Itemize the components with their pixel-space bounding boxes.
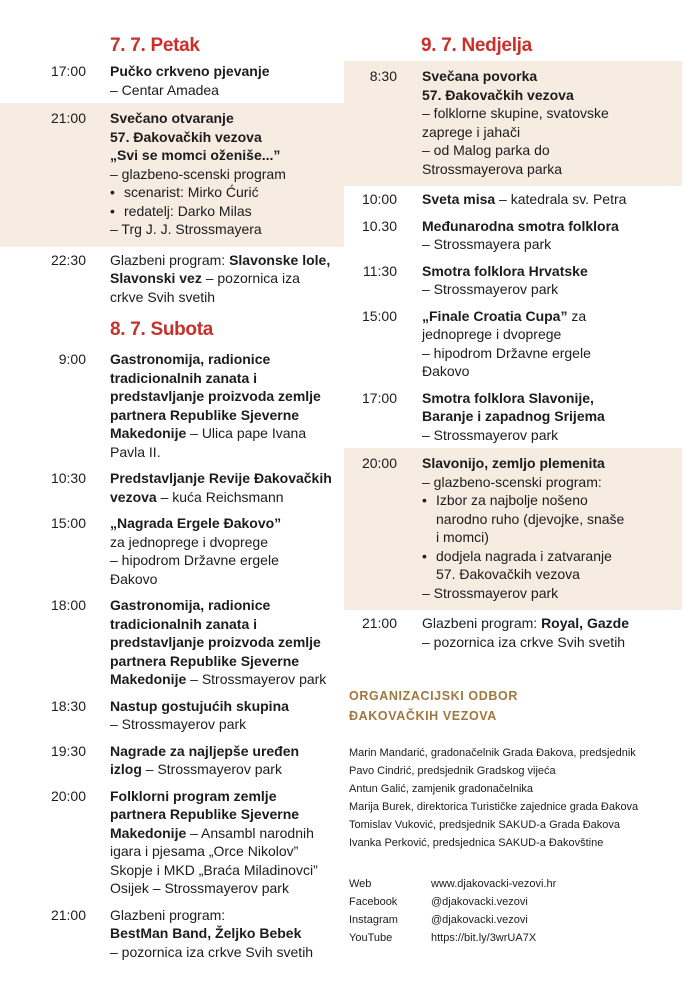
event-time: 20:00 (361, 455, 397, 471)
event-line (110, 697, 344, 716)
event-line (422, 633, 682, 652)
event-title: Gastronomija, radionice (110, 351, 271, 367)
event-text: Osijek – Strossmayerov park (110, 880, 289, 896)
event-row (0, 247, 344, 311)
event-title: 57. Đakovačkih vezova (110, 128, 262, 145)
event-title: partnera Republike Sjeverne (110, 652, 300, 669)
event-line (422, 565, 682, 584)
committee-member: Antun Galić, zamjenik gradonačelnika (349, 783, 534, 795)
event-description (86, 906, 344, 962)
event-text: – Strossmayerov park (110, 716, 247, 732)
event-line (422, 614, 682, 633)
event-time: 18:30 (50, 697, 86, 714)
event-text: – pozornica iza crkve Svih svetih (422, 633, 626, 650)
event-line (110, 183, 344, 202)
event-line (110, 879, 344, 898)
event-title: „Nagrada Ergele Đakovo” (110, 515, 282, 531)
event-line (110, 805, 344, 824)
sunday-events (344, 61, 682, 655)
event-title: Slavonski vez (110, 270, 202, 286)
event-line (110, 787, 344, 806)
event-text: – Ulica pape Ivana (186, 425, 307, 441)
event-title: Makedonije (110, 824, 187, 841)
event-time: 8:30 (369, 68, 397, 84)
committee-section (349, 686, 689, 852)
bullet-text: dodjela nagrada i zatvaranje (436, 547, 612, 564)
event-description (86, 251, 344, 307)
event-title: Slavonijo, zemljo plemenita (422, 455, 605, 471)
contacts-section (349, 875, 689, 947)
event-row (344, 61, 682, 186)
event-line (422, 262, 682, 281)
event-title: BestMan Band, Željko Bebek (110, 925, 302, 941)
event-title: Baranje i zapadnog Srijema (422, 408, 605, 424)
event-line (110, 165, 344, 184)
event-line (422, 454, 682, 473)
event-line (110, 824, 344, 843)
event-line (422, 325, 682, 344)
event-row (0, 103, 344, 247)
event-line (422, 344, 682, 363)
bullet-text: scenarist: Mirko Ćurić (124, 184, 259, 200)
event-title: 57. Đakovačkih vezova (422, 86, 574, 103)
event-description (86, 742, 344, 779)
event-title: tradicionalnih zanata i (110, 369, 258, 386)
event-description (86, 514, 344, 588)
event-description (397, 454, 682, 602)
event-description (397, 262, 682, 299)
event-row (0, 510, 344, 592)
event-line (110, 128, 344, 147)
event-row (0, 465, 344, 510)
event-line (422, 426, 682, 445)
event-title: tradicionalnih zanata i (110, 615, 258, 632)
committee-member: Tomislav Vuković, predsjednik SAKUD-a Grada Đakova (349, 819, 621, 831)
event-text: – hipodrom Državne ergele (422, 344, 591, 361)
event-text: Đakovo (110, 570, 158, 587)
event-time: 11:30 (363, 262, 397, 279)
committee-members (349, 744, 689, 852)
event-text: jednoprege i dvoprege (422, 326, 562, 342)
event-line (422, 362, 682, 381)
event-title: predstavljanje proizvoda zemlje (110, 388, 321, 404)
event-text: – Strossmayera park (422, 236, 552, 252)
event-line (110, 924, 344, 943)
event-description (86, 469, 344, 506)
event-line (110, 469, 344, 488)
event-line (110, 861, 344, 880)
event-text: – hipodrom Državne ergele (110, 552, 279, 568)
event-text: – Ansambl narodnih (186, 824, 314, 841)
bullet-text: redatelj: Darko Milas (124, 202, 252, 219)
event-text: Glazbeni program: (110, 251, 230, 268)
event-time: 15:00 (50, 515, 86, 531)
event-time: 17:00 (361, 389, 397, 406)
event-line (110, 943, 344, 962)
event-time: 18:00 (50, 597, 86, 613)
event-text: – Strossmayerov park (422, 426, 559, 443)
day-title: 9. 7. Nedjelja (421, 35, 532, 56)
event-text: – katedrala sv. Petra (495, 191, 627, 207)
event-line (110, 570, 344, 589)
event-line (422, 104, 682, 123)
event-title: Nagrade za najljepše uređen (110, 742, 300, 759)
event-time: 20:00 (50, 787, 86, 804)
event-text: crkve Svih svetih (110, 288, 216, 305)
bullet-icon (422, 565, 436, 584)
event-row (344, 213, 682, 258)
event-row (0, 346, 344, 465)
event-line (422, 528, 682, 547)
event-line (110, 715, 344, 734)
event-description (86, 62, 344, 99)
event-line (110, 288, 344, 307)
event-line (110, 109, 344, 128)
event-title: Gastronomija, radionice (110, 597, 271, 613)
bullet-icon: • (110, 184, 115, 200)
bullet-text: Izbor za najbolje nošeno (436, 492, 588, 508)
sunday-section (344, 35, 682, 655)
event-row (344, 186, 682, 213)
event-line (110, 269, 344, 288)
event-line (110, 615, 344, 634)
committee-member: Pavo Cindrić, predsjednik Gradskog vijeća (349, 765, 556, 777)
event-text: za jednoprege i dvoprege (110, 533, 269, 550)
contact-link[interactable]: @djakovacki.vezovi (431, 914, 528, 926)
event-line (422, 491, 682, 510)
event-text: – Strossmayerov park (141, 761, 282, 777)
event-line (422, 407, 682, 426)
event-row (0, 58, 344, 103)
event-title: Predstavljanje Revije Đakovačkih (110, 470, 332, 486)
event-title: Smotra folklora Slavonije, (422, 389, 594, 406)
event-line (110, 742, 344, 761)
event-title: Svečano otvaranje (110, 110, 234, 126)
event-time: 22:30 (50, 251, 86, 268)
event-row (0, 783, 344, 902)
event-text: – pozornica iza (201, 270, 300, 286)
bullet-icon: • (422, 492, 427, 508)
event-line (422, 584, 682, 603)
event-text: igara i pjesama „Orce Nikolov” (110, 843, 299, 859)
event-text: – Strossmayerov park (422, 281, 559, 297)
event-line (110, 533, 344, 552)
event-description (397, 389, 682, 445)
event-line (110, 670, 344, 689)
event-time: 10:00 (361, 191, 397, 207)
event-line (110, 220, 344, 239)
event-title: predstavljanje proizvoda zemlje (110, 634, 321, 650)
event-title: izlog (110, 761, 142, 777)
event-title: Smotra folklora Hrvatske (422, 262, 588, 279)
event-line (110, 202, 344, 221)
event-title: Slavonske lole, (229, 251, 331, 268)
event-time: 15:00 (361, 307, 397, 324)
contact-link[interactable]: @djakovacki.vezovi (431, 896, 528, 908)
event-row (344, 385, 682, 449)
friday-section (0, 35, 344, 310)
event-title: Pučko crkveno pjevanje (110, 63, 270, 79)
committee-title: ORGANIZACIJSKI ODBOR (349, 689, 518, 703)
event-text: zaprege i jahači (422, 123, 521, 140)
bullet-icon: • (110, 202, 115, 219)
event-description (86, 596, 344, 689)
event-title: Makedonije (110, 425, 187, 441)
event-line (422, 217, 682, 236)
event-line (110, 514, 344, 533)
event-time: 21:00 (361, 615, 397, 631)
event-text: – od Malog parka do (422, 142, 550, 158)
event-description (86, 697, 344, 734)
committee-member: Ivanka Perković, predsjednica SAKUD-a Đakovštine (349, 837, 604, 849)
event-line (110, 551, 344, 570)
bullet-text: 57. Đakovačkih vezova (436, 566, 580, 582)
event-description (397, 67, 682, 178)
event-line (110, 81, 344, 100)
event-line (422, 123, 682, 142)
event-line (110, 596, 344, 615)
event-text: – Centar Amadea (110, 81, 219, 98)
event-line (110, 633, 344, 652)
contact-row (349, 911, 689, 929)
event-line (110, 760, 344, 779)
bullet-text: narodno ruho (djevojke, snaše (436, 510, 625, 527)
event-line (110, 406, 344, 425)
event-description (86, 787, 344, 898)
event-text: Strossmayerova parka (422, 160, 563, 177)
event-row (344, 610, 682, 655)
event-text: – Trg J. J. Strossmayera (110, 221, 262, 237)
event-title: Royal, Gazde (541, 615, 629, 631)
contact-row (349, 929, 689, 947)
bullet-icon (422, 528, 436, 547)
event-line (110, 906, 344, 925)
event-title: „Svi se momci oženiše...” (110, 147, 281, 163)
day-title: 8. 7. Subota (110, 319, 214, 340)
event-line (110, 424, 344, 443)
event-line (110, 443, 344, 462)
event-text: za (567, 307, 587, 324)
event-description (86, 109, 344, 239)
contact-label: Facebook (349, 896, 398, 908)
event-title: Makedonije (110, 671, 187, 687)
contact-label: YouTube (349, 932, 393, 944)
event-line (422, 160, 682, 179)
event-time: 19:30 (50, 742, 86, 759)
event-line (422, 190, 682, 209)
event-time: 17:00 (50, 63, 86, 79)
event-text: Skopje i MKD „Braća Miladinovci” (110, 861, 318, 878)
event-time: 21:00 (50, 110, 86, 126)
event-title: Nastup gostujućih skupina (110, 697, 289, 714)
event-row (0, 738, 344, 783)
event-line (422, 86, 682, 105)
event-description (397, 217, 682, 254)
event-line (422, 67, 682, 86)
contact-row (349, 875, 689, 893)
event-line (422, 389, 682, 408)
saturday-section (0, 319, 344, 965)
event-text: – glazbeno-scenski program (110, 165, 286, 182)
event-time: 10:30 (50, 470, 86, 486)
event-line (110, 146, 344, 165)
event-row (0, 902, 344, 966)
event-title: Sveta misa (422, 191, 496, 207)
bullet-text: i momci) (436, 529, 489, 545)
event-title: partnera Republike Sjeverne (110, 406, 300, 423)
event-time: 10.30 (361, 217, 397, 234)
event-line (422, 547, 682, 566)
event-line (422, 473, 682, 492)
event-text: – kuća Reichsmann (156, 488, 284, 505)
event-line (110, 488, 344, 507)
event-row (344, 448, 682, 610)
bullet-icon: • (422, 547, 427, 564)
event-row (344, 258, 682, 303)
event-description (86, 350, 344, 461)
contact-row (349, 893, 689, 911)
event-text: Đakovo (422, 363, 470, 379)
event-line (110, 842, 344, 861)
event-title: Folklorni program zemlje (110, 787, 277, 804)
event-text: Glazbeni program: (422, 615, 542, 631)
event-title: vezova (110, 488, 157, 505)
event-description (397, 307, 682, 381)
event-time: 21:00 (50, 906, 86, 923)
day-title: 7. 7. Petak (110, 35, 200, 56)
event-title: „Finale Croatia Cupa” (422, 307, 568, 324)
committee-title: ĐAKOVAČKIH VEZOVA (349, 709, 497, 723)
event-text: Glazbeni program: (110, 906, 226, 923)
friday-events (0, 58, 344, 310)
event-line (110, 62, 344, 81)
event-text: – pozornica iza crkve Svih svetih (110, 943, 314, 960)
event-row (0, 693, 344, 738)
event-line (110, 652, 344, 671)
event-line (422, 307, 682, 326)
event-text: Pavla II. (110, 443, 161, 460)
event-title: Međunarodna smotra folklora (422, 217, 619, 234)
event-description (397, 614, 682, 651)
event-row (344, 303, 682, 385)
contact-label: Web (349, 878, 372, 890)
event-text: – folklorne skupine, svatovske (422, 105, 609, 121)
event-title: Svečana povorka (422, 68, 538, 84)
event-text: – Strossmayerov park (186, 671, 327, 687)
bullet-icon (422, 510, 436, 529)
saturday-events (0, 346, 344, 965)
contact-link[interactable]: www.djakovacki-vezovi.hr (431, 878, 557, 890)
event-line (422, 141, 682, 160)
contact-label: Instagram (349, 914, 398, 926)
event-text: – Strossmayerov park (422, 584, 559, 601)
event-line (422, 280, 682, 299)
event-line (110, 387, 344, 406)
event-line (110, 251, 344, 270)
event-row (0, 592, 344, 693)
event-line (422, 510, 682, 529)
event-text: – glazbeno-scenski program: (422, 473, 602, 490)
contact-link[interactable]: https://bit.ly/3wrUA7X (431, 932, 537, 944)
event-line (110, 369, 344, 388)
event-description (397, 190, 682, 209)
event-line (110, 350, 344, 369)
committee-member: Marin Mandarić, gradonačelnik Grada Đakova, predsjednik (349, 747, 636, 759)
event-title: partnera Republike Sjeverne (110, 806, 300, 822)
event-line (422, 235, 682, 254)
event-time: 9:00 (58, 351, 86, 367)
committee-member: Marija Burek, direktorica Turističke zajednice grada Đakova (349, 801, 639, 813)
